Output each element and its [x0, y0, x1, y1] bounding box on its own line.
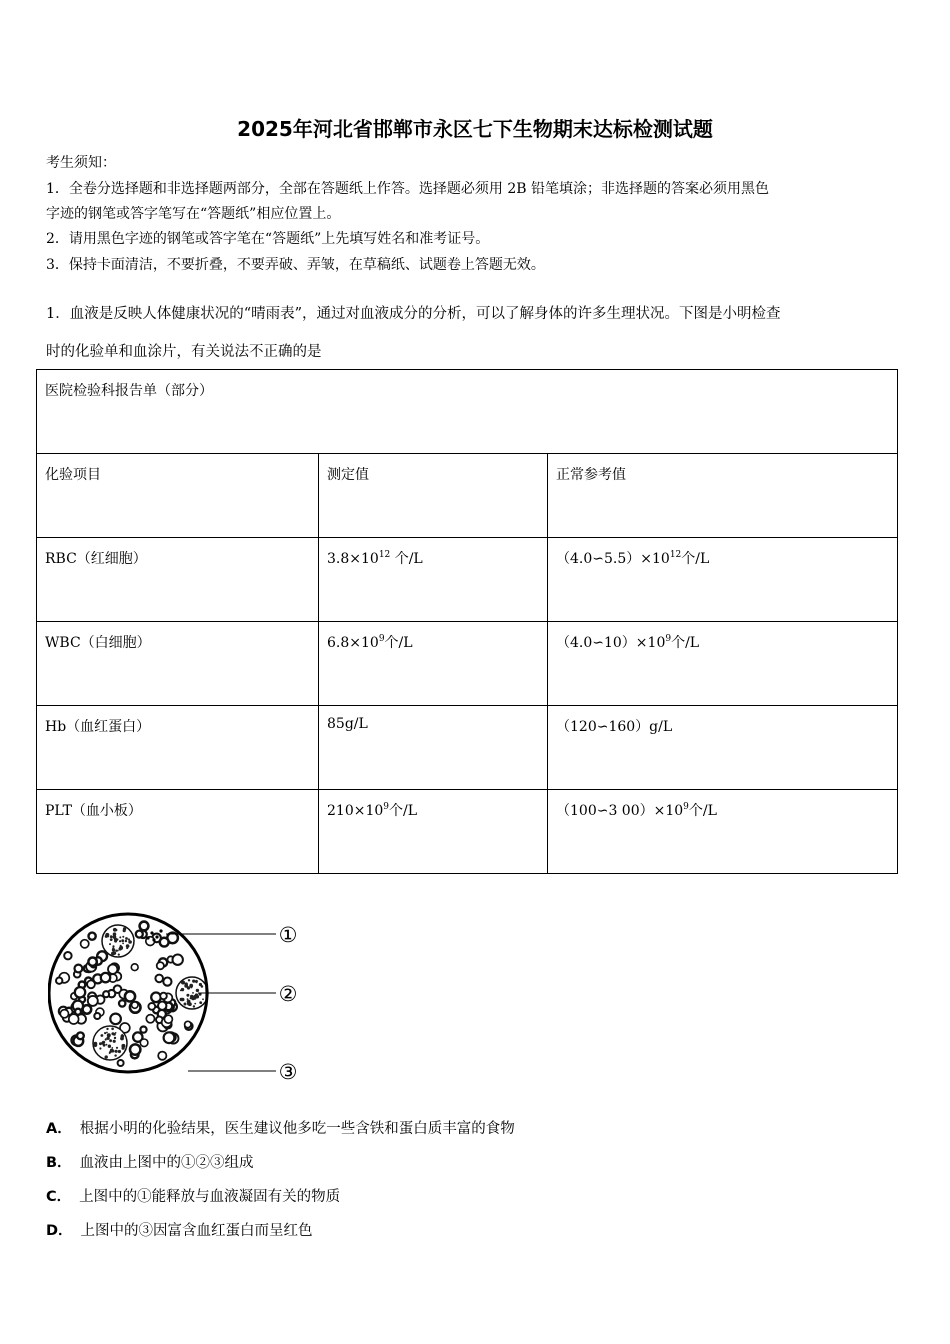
row-reference: （120∽160）g/L	[548, 706, 898, 790]
white-blood-cell-granule	[118, 954, 120, 956]
report-caption: 医院检验科报告单（部分）	[37, 370, 898, 454]
header-item: 化验项目	[37, 454, 319, 538]
white-blood-cell-granule	[125, 937, 128, 940]
red-blood-cell	[89, 933, 96, 940]
red-blood-cell	[64, 952, 71, 959]
white-blood-cell-granule	[112, 947, 114, 949]
white-blood-cell-granule	[115, 950, 117, 952]
table-row	[37, 622, 898, 706]
option-a[interactable]: A． 根据小明的化验结果，医生建议他多吃一些含铁和蛋白质丰富的食物	[46, 1121, 515, 1137]
white-blood-cell-granule	[188, 979, 190, 981]
red-blood-cell	[103, 991, 109, 997]
red-blood-cell	[94, 1013, 100, 1019]
white-blood-cell-granule	[114, 1037, 116, 1039]
red-blood-cell	[158, 1002, 166, 1010]
table-row	[37, 538, 898, 622]
red-blood-cell	[140, 922, 149, 931]
red-blood-cell	[155, 975, 163, 983]
platelet	[152, 938, 155, 941]
white-blood-cell-granule	[114, 1054, 116, 1056]
white-blood-cell-granule	[184, 984, 188, 988]
blood-smear-figure	[48, 893, 308, 1093]
white-blood-cell-granule	[202, 998, 204, 1000]
white-blood-cell-granule	[125, 940, 127, 942]
red-blood-cell	[131, 964, 138, 971]
white-blood-cell-granule	[186, 994, 189, 997]
red-blood-cell	[69, 1014, 79, 1024]
label-2: ②	[278, 982, 298, 1006]
white-blood-cell-granule	[110, 935, 113, 938]
red-blood-cell	[148, 1003, 155, 1010]
lab-report-table	[36, 369, 898, 874]
platelet	[155, 935, 158, 938]
white-blood-cell-granule	[199, 983, 202, 986]
white-blood-cell-granule	[109, 943, 111, 945]
red-blood-cell	[157, 962, 164, 969]
option-d[interactable]: D． 上图中的③因富含血红蛋白而呈红色	[46, 1223, 313, 1239]
white-blood-cell-granule	[113, 928, 117, 932]
row-item: Hb（血红蛋白）	[37, 706, 319, 790]
notice-heading: 考生须知：	[46, 155, 116, 171]
red-blood-cell	[136, 931, 143, 938]
report-caption-row	[37, 370, 898, 454]
red-blood-cell	[118, 1060, 124, 1066]
white-blood-cell-granule	[115, 1032, 117, 1034]
red-blood-cell	[60, 1010, 68, 1018]
red-blood-cell	[101, 973, 110, 982]
white-blood-cell-granule	[120, 945, 122, 947]
white-blood-cell-granule	[119, 947, 122, 950]
notice-item-1-line-2: 字迹的钢笔或答字笔写在“答题纸”相应位置上。	[46, 206, 341, 222]
white-blood-cell-granule	[199, 1001, 202, 1004]
platelet	[146, 936, 149, 939]
row-item: WBC（白细胞）	[37, 622, 319, 706]
white-blood-cell-granule	[112, 945, 114, 947]
white-blood-cell-granule	[115, 1050, 118, 1053]
page-title: 2025年河北省邯郸市永区七下生物期末达标检测试题	[237, 117, 713, 141]
red-blood-cell	[160, 993, 167, 1000]
white-blood-cell-granule	[184, 1003, 187, 1006]
red-blood-cell	[160, 938, 169, 947]
white-blood-cell-granule	[105, 1055, 108, 1058]
red-blood-cell	[110, 1014, 121, 1025]
white-blood-cell-granule	[118, 1050, 121, 1053]
red-blood-cell	[81, 940, 89, 948]
header-reference: 正常参考值	[548, 454, 898, 538]
row-item: PLT（血小板）	[37, 790, 319, 874]
white-blood-cell-granule	[181, 981, 184, 984]
white-blood-cell-granule	[94, 1042, 98, 1046]
white-blood-cell-granule	[119, 936, 121, 938]
red-blood-cell	[108, 965, 117, 974]
white-blood-cell-granule	[123, 929, 126, 932]
option-c[interactable]: C． 上图中的①能释放与血液凝固有关的物质	[46, 1189, 341, 1205]
white-blood-cell-granule	[104, 1032, 106, 1034]
report-header-row	[37, 454, 898, 538]
row-reference: $(4.0∽10)\times 10^9$个/L	[548, 622, 898, 706]
white-blood-cell-granule	[101, 1034, 104, 1037]
red-blood-cell	[158, 1052, 166, 1060]
white-blood-cell-granule	[194, 1003, 196, 1005]
white-blood-cell-granule	[128, 940, 132, 944]
white-blood-cell-granule	[180, 998, 183, 1001]
option-b[interactable]: B． 血液由上图中的①②③组成	[46, 1155, 254, 1171]
white-blood-cell-granule	[106, 1032, 108, 1034]
white-blood-cell-granule	[105, 1038, 107, 1040]
platelet	[150, 931, 153, 934]
white-blood-cell-granule	[99, 1047, 101, 1049]
row-value: $3.8\times 10^{12}$ 个/L	[319, 538, 548, 622]
white-blood-cell-granule	[106, 1037, 109, 1040]
white-blood-cell-granule	[181, 988, 184, 991]
red-blood-cell	[75, 965, 83, 973]
red-blood-cell	[75, 987, 85, 997]
row-value: $6.8\times 10^9$个/L	[319, 622, 548, 706]
table-row	[37, 706, 898, 790]
red-blood-cell	[146, 1015, 154, 1023]
red-blood-cell	[130, 1044, 140, 1054]
white-blood-cell-granule	[108, 1045, 111, 1048]
white-blood-cell-granule	[194, 997, 197, 1000]
white-blood-cell-granule	[189, 984, 193, 988]
white-blood-cell-granule	[187, 998, 189, 1000]
blood-smear-illustration	[48, 893, 308, 1093]
white-blood-cell-granule	[103, 1044, 106, 1047]
white-blood-cell-granule	[112, 1047, 114, 1049]
white-blood-cell-granule	[122, 943, 124, 945]
white-blood-cell	[93, 1026, 127, 1060]
white-blood-cell-granule	[122, 936, 124, 938]
platelet	[159, 929, 162, 932]
white-blood-cell-granule	[116, 1047, 118, 1049]
red-blood-cell	[164, 1015, 172, 1023]
white-blood-cell-granule	[109, 1039, 112, 1042]
red-blood-cell	[132, 1002, 138, 1008]
red-blood-cell	[88, 996, 98, 1006]
red-blood-cell	[163, 978, 171, 986]
white-blood-cell-granule	[190, 997, 192, 999]
white-blood-cell-granule	[121, 1035, 125, 1039]
row-reference: $(4.0∽5.5)\times 10^{12}$个/L	[548, 538, 898, 622]
white-blood-cell-granule	[106, 1044, 108, 1046]
white-blood-cell-granule	[119, 940, 121, 942]
question-1-stem-line-1: 1．血液是反映人体健康状况的“晴雨表”，通过对血液成分的分析，可以了解身体的许多生理状况。下图是小明检查	[46, 306, 781, 322]
white-blood-cell-granule	[110, 938, 113, 941]
white-blood-cell-granule	[102, 1041, 105, 1044]
white-blood-cell-granule	[121, 939, 124, 942]
red-blood-cell	[151, 993, 161, 1003]
question-1-stem-line-2: 时的化验单和血涂片，有关说法不正确的是	[46, 344, 322, 360]
white-blood-cell-granule	[113, 1040, 116, 1043]
white-blood-cell-granule	[112, 1050, 115, 1053]
red-blood-cell	[56, 978, 62, 984]
white-blood-cell-granule	[105, 935, 108, 938]
red-blood-cell	[88, 958, 96, 966]
red-blood-cell	[185, 1021, 191, 1027]
white-blood-cell-granule	[111, 1028, 114, 1031]
white-blood-cell-granule	[192, 992, 194, 994]
row-reference: （100∽3 $00)\times 10^9$个/L	[548, 790, 898, 874]
row-item: RBC（红细胞）	[37, 538, 319, 622]
white-blood-cell-granule	[192, 980, 195, 983]
white-blood-cell-granule	[187, 1002, 190, 1005]
red-blood-cell	[140, 1027, 146, 1033]
notice-item-1-line-1: 1．全卷分选择题和非选择题两部分，全部在答题纸上作答。选择题必须用 2B 铅笔填涂；非选择题的答案必须用黑色	[46, 181, 769, 197]
white-blood-cell-granule	[107, 1033, 111, 1037]
white-blood-cell-granule	[126, 944, 130, 948]
red-blood-cell	[164, 1032, 175, 1043]
notice-item-2: 2．请用黑色字迹的钢笔或答字笔在“答题纸”上先填写姓名和准考证号。	[46, 231, 490, 247]
red-blood-cell	[119, 1000, 125, 1006]
white-blood-cell-granule	[113, 951, 116, 954]
table-row	[37, 790, 898, 874]
header-value: 测定值	[319, 454, 548, 538]
white-blood-cell-granule	[196, 989, 199, 992]
red-blood-cell	[140, 1039, 148, 1047]
row-value: 85g/L	[319, 706, 548, 790]
red-blood-cell	[125, 991, 135, 1001]
row-value: $210\times 10^9$个/L	[319, 790, 548, 874]
notice-item-3: 3．保持卡面清洁，不要折叠，不要弄破、弄皱，在草稿纸、试题卷上答题无效。	[46, 257, 545, 273]
white-blood-cell-granule	[122, 1047, 125, 1050]
white-blood-cell-granule	[113, 935, 117, 939]
label-1: ①	[278, 923, 298, 947]
white-blood-cell-granule	[106, 1028, 108, 1030]
white-blood-cell-granule	[193, 1005, 195, 1007]
blood-cells	[56, 922, 208, 1066]
red-blood-cell	[173, 955, 183, 965]
label-3: ③	[278, 1060, 298, 1084]
red-blood-cell	[77, 1032, 84, 1039]
